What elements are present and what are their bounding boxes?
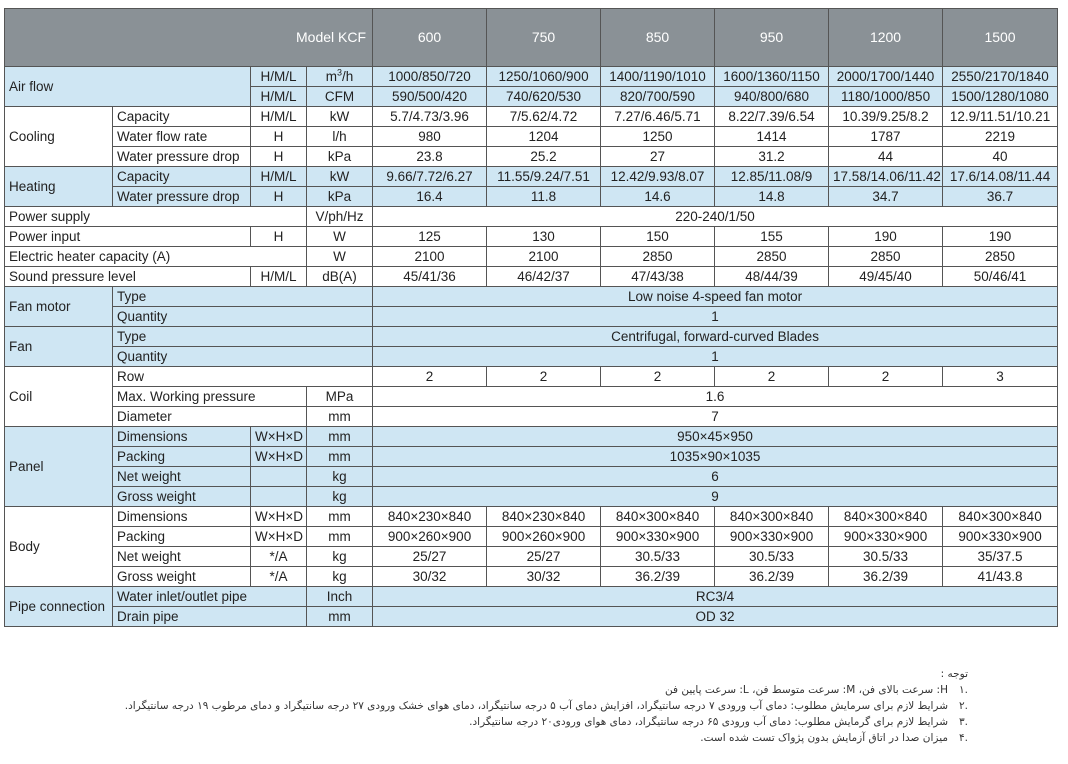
value-cell: 30/32 xyxy=(487,567,601,587)
value-cell: 1250 xyxy=(601,127,715,147)
value-cell: 17.58/14.06/11.42 xyxy=(829,167,943,187)
param-label: Packing xyxy=(113,447,251,467)
body-pack-row xyxy=(5,527,1058,547)
notes-title: توجه : xyxy=(940,668,968,680)
value-cell: 11.8 xyxy=(487,187,601,207)
heating-drop-row xyxy=(5,187,1058,207)
model-950: 950 xyxy=(715,9,829,67)
param-label: Quantity xyxy=(113,307,373,327)
value-cell: 5.7/4.73/3.96 xyxy=(373,107,487,127)
value-cell: 1 xyxy=(373,347,1058,367)
value-cell: 36.2/39 xyxy=(829,567,943,587)
unit-cell: mm xyxy=(307,427,373,447)
value-cell: 155 xyxy=(715,227,829,247)
value-cell: 1180/1000/850 xyxy=(829,87,943,107)
unit-cell: mm xyxy=(307,507,373,527)
coil-label: Coil xyxy=(5,367,113,427)
model-600: 600 xyxy=(373,9,487,67)
value-cell: 7.27/6.46/5.71 xyxy=(601,107,715,127)
speed-cell: H/M/L xyxy=(251,107,307,127)
value-cell: 17.6/14.08/11.44 xyxy=(943,167,1058,187)
value-cell: 14.6 xyxy=(601,187,715,207)
fan-motor-label: Fan motor xyxy=(5,287,113,327)
param-label: Dimensions xyxy=(113,427,251,447)
param-label: Water flow rate xyxy=(113,127,251,147)
speed-cell: */A xyxy=(251,567,307,587)
speed-cell: H xyxy=(251,187,307,207)
model-850: 850 xyxy=(601,9,715,67)
value-cell: 1400/1190/1010 xyxy=(601,67,715,87)
panel-pack-row xyxy=(5,447,1058,467)
cooling-label: Cooling xyxy=(5,107,113,167)
param-label: Water pressure drop xyxy=(113,147,251,167)
param-label: Capacity xyxy=(113,167,251,187)
airflow-row-m3h xyxy=(5,67,1058,87)
value-cell: 590/500/420 xyxy=(373,87,487,107)
value-cell: 9.66/7.72/6.27 xyxy=(373,167,487,187)
value-cell: 125 xyxy=(373,227,487,247)
cooling-flow-row xyxy=(5,127,1058,147)
value-cell: Low noise 4-speed fan motor xyxy=(373,287,1058,307)
cooling-drop-row xyxy=(5,147,1058,167)
unit-cell: kPa xyxy=(307,147,373,167)
param-label: Drain pipe xyxy=(113,607,307,627)
value-cell: 7/5.62/4.72 xyxy=(487,107,601,127)
unit-cell: kW xyxy=(307,167,373,187)
value-cell: 1600/1360/1150 xyxy=(715,67,829,87)
unit-cell: kW xyxy=(307,107,373,127)
param-label: Gross weight xyxy=(113,487,251,507)
speed-cell xyxy=(251,467,307,487)
param-label: Row xyxy=(113,367,373,387)
model-1200: 1200 xyxy=(829,9,943,67)
value-cell: 900×260×900 xyxy=(487,527,601,547)
body-label: Body xyxy=(5,507,113,587)
pipe-drain-row xyxy=(5,607,1058,627)
value-cell: 840×230×840 xyxy=(373,507,487,527)
panel-dim-row xyxy=(5,427,1058,447)
panel-net-row xyxy=(5,467,1058,487)
value-cell: 30.5/33 xyxy=(715,547,829,567)
value-cell: 36.7 xyxy=(943,187,1058,207)
value-cell: 34.7 xyxy=(829,187,943,207)
heating-label: Heating xyxy=(5,167,113,207)
value-cell: 30.5/33 xyxy=(829,547,943,567)
value-cell: 25/27 xyxy=(487,547,601,567)
value-cell: 980 xyxy=(373,127,487,147)
value-cell: 840×300×840 xyxy=(715,507,829,527)
coil-pressure-row xyxy=(5,387,1058,407)
coil-diameter-row xyxy=(5,407,1058,427)
value-cell: 8.22/7.39/6.54 xyxy=(715,107,829,127)
fan-qty-row xyxy=(5,347,1058,367)
notes xyxy=(125,666,968,746)
param-label: Type xyxy=(113,327,373,347)
unit-cell: $m^3/h$ xyxy=(307,67,373,87)
value-cell: 30/32 xyxy=(373,567,487,587)
value-cell: 31.2 xyxy=(715,147,829,167)
value-cell: 35/37.5 xyxy=(943,547,1058,567)
value-cell: 2850 xyxy=(829,247,943,267)
value-cell: RC3/4 xyxy=(373,587,1058,607)
speed-cell: W×H×D xyxy=(251,447,307,467)
unit-cell: dB(A) xyxy=(307,267,373,287)
value-cell: 1250/1060/900 xyxy=(487,67,601,87)
param-label: Type xyxy=(113,287,373,307)
value-cell: 1787 xyxy=(829,127,943,147)
value-cell: 46/42/37 xyxy=(487,267,601,287)
spec-table xyxy=(4,8,1058,627)
value-cell: 840×300×840 xyxy=(943,507,1058,527)
value-cell: 9 xyxy=(373,487,1058,507)
value-cell: 2000/1700/1440 xyxy=(829,67,943,87)
value-cell: 2 xyxy=(829,367,943,387)
param-label: Packing xyxy=(113,527,251,547)
value-cell: 25/27 xyxy=(373,547,487,567)
value-cell: 2 xyxy=(601,367,715,387)
param-label: Water inlet/outlet pipe xyxy=(113,587,307,607)
body-gross-row xyxy=(5,567,1058,587)
value-cell: 3 xyxy=(943,367,1058,387)
panel-gross-row xyxy=(5,487,1058,507)
param-label: Capacity xyxy=(113,107,251,127)
speed-cell: H/M/L xyxy=(251,87,307,107)
speed-cell: H/M/L xyxy=(251,67,307,87)
value-cell: 6 xyxy=(373,467,1058,487)
value-cell: 1000/850/720 xyxy=(373,67,487,87)
value-cell: 840×300×840 xyxy=(829,507,943,527)
value-cell: 2850 xyxy=(601,247,715,267)
unit-cell: kg xyxy=(307,567,373,587)
fan-type-row xyxy=(5,327,1058,347)
param-label: Power supply xyxy=(5,207,307,227)
value-cell: 12.42/9.93/8.07 xyxy=(601,167,715,187)
unit-cell: V/ph/Hz xyxy=(307,207,373,227)
pipe-water-row xyxy=(5,587,1058,607)
value-cell: 220-240/1/50 xyxy=(373,207,1058,227)
speed-cell: H xyxy=(251,227,307,247)
value-cell: 27 xyxy=(601,147,715,167)
value-cell: 30.5/33 xyxy=(601,547,715,567)
model-label: Model KCF xyxy=(5,9,373,67)
model-1500: 1500 xyxy=(943,9,1058,67)
value-cell: 2 xyxy=(715,367,829,387)
speed-cell: W×H×D xyxy=(251,427,307,447)
value-cell: 190 xyxy=(829,227,943,247)
value-cell: 740/620/530 xyxy=(487,87,601,107)
value-cell: 1204 xyxy=(487,127,601,147)
value-cell: 41/43.8 xyxy=(943,567,1058,587)
value-cell: 840×230×840 xyxy=(487,507,601,527)
value-cell: 940/800/680 xyxy=(715,87,829,107)
param-label: Electric heater capacity (A) xyxy=(5,247,307,267)
speed-cell xyxy=(251,487,307,507)
cooling-capacity-row xyxy=(5,107,1058,127)
value-cell: 130 xyxy=(487,227,601,247)
value-cell: 1035×90×1035 xyxy=(373,447,1058,467)
param-label: Net weight xyxy=(113,467,251,487)
param-label: Quantity xyxy=(113,347,373,367)
unit-cell: mm xyxy=(307,527,373,547)
heating-capacity-row xyxy=(5,167,1058,187)
value-cell: 12.9/11.51/10.21 xyxy=(943,107,1058,127)
value-cell: 900×330×900 xyxy=(829,527,943,547)
body-dim-row xyxy=(5,507,1058,527)
value-cell: 900×330×900 xyxy=(715,527,829,547)
model-750: 750 xyxy=(487,9,601,67)
param-label: Power input xyxy=(5,227,251,247)
unit-cell: kg xyxy=(307,467,373,487)
value-cell: 48/44/39 xyxy=(715,267,829,287)
sound-row xyxy=(5,267,1058,287)
value-cell: OD 32 xyxy=(373,607,1058,627)
value-cell: 2 xyxy=(373,367,487,387)
unit-cell: mm xyxy=(307,607,373,627)
unit-cell: kg xyxy=(307,487,373,507)
heater-row xyxy=(5,247,1058,267)
value-cell: 1.6 xyxy=(373,387,1058,407)
value-cell: 2850 xyxy=(715,247,829,267)
unit-cell: MPa xyxy=(307,387,373,407)
value-cell: 10.39/9.25/8.2 xyxy=(829,107,943,127)
value-cell: 40 xyxy=(943,147,1058,167)
unit-cell: W xyxy=(307,227,373,247)
param-label: Water pressure drop xyxy=(113,187,251,207)
speed-cell: W×H×D xyxy=(251,527,307,547)
fan-motor-qty-row xyxy=(5,307,1058,327)
param-label: Sound pressure level xyxy=(5,267,251,287)
value-cell: 840×300×840 xyxy=(601,507,715,527)
speed-cell: H xyxy=(251,127,307,147)
value-cell: 23.8 xyxy=(373,147,487,167)
speed-cell: H xyxy=(251,147,307,167)
value-cell: 2 xyxy=(487,367,601,387)
value-cell: 11.55/9.24/7.51 xyxy=(487,167,601,187)
speed-cell: W×H×D xyxy=(251,507,307,527)
power-input-row xyxy=(5,227,1058,247)
note-item: .۱H: سرعت بالای فن، M: سرعت متوسط فن، L: سرعت پایین فن xyxy=(664,684,968,696)
fan-label: Fan xyxy=(5,327,113,367)
param-label: Dimensions xyxy=(113,507,251,527)
value-cell: 900×330×900 xyxy=(601,527,715,547)
unit-cell: l/h xyxy=(307,127,373,147)
pipe-label: Pipe connection xyxy=(5,587,113,627)
value-cell: 820/700/590 xyxy=(601,87,715,107)
value-cell: 2219 xyxy=(943,127,1058,147)
value-cell: Centrifugal, forward-curved Blades xyxy=(373,327,1058,347)
value-cell: 950×45×950 xyxy=(373,427,1058,447)
unit-cell: mm xyxy=(307,447,373,467)
param-label: Gross weight xyxy=(113,567,251,587)
note-item: .۴میزان صدا در اتاق آزمایش بدون پژواک تست شده است. xyxy=(700,732,968,744)
unit-cell: Inch xyxy=(307,587,373,607)
body-net-row xyxy=(5,547,1058,567)
value-cell: 190 xyxy=(943,227,1058,247)
value-cell: 1500/1280/1080 xyxy=(943,87,1058,107)
airflow-label: Air flow xyxy=(5,67,251,107)
value-cell: 2100 xyxy=(487,247,601,267)
coil-row-row xyxy=(5,367,1058,387)
value-cell: 49/45/40 xyxy=(829,267,943,287)
value-cell: 36.2/39 xyxy=(715,567,829,587)
value-cell: 900×260×900 xyxy=(373,527,487,547)
value-cell: 150 xyxy=(601,227,715,247)
value-cell: 2850 xyxy=(943,247,1058,267)
value-cell: 12.85/11.08/9 xyxy=(715,167,829,187)
note-item: .۳شرایط لازم برای گرمایش مطلوب: دمای آب ورودی ۶۵ درجه سانتیگراد، دمای هوای ورودی۲۰ درجه سانتیگراد. xyxy=(469,716,968,728)
value-cell: 50/46/41 xyxy=(943,267,1058,287)
speed-cell: H/M/L xyxy=(251,167,307,187)
value-cell: 45/41/36 xyxy=(373,267,487,287)
unit-cell: mm xyxy=(307,407,373,427)
value-cell: 900×330×900 xyxy=(943,527,1058,547)
value-cell: 16.4 xyxy=(373,187,487,207)
value-cell: 44 xyxy=(829,147,943,167)
note-item: .۲شرایط لازم برای سرمایش مطلوب: دمای آب ورودی ۷ درجه سانتیگراد، افزایش دمای آب ۵ درجه سانتیگراد، دمای هوای خشک ورودی ۲۷ درجه سانتیگراد و دمای مرطوب ۱۹ درجه سانتیگراد. xyxy=(124,700,968,712)
value-cell: 1414 xyxy=(715,127,829,147)
fan-motor-type-row xyxy=(5,287,1058,307)
value-cell: 36.2/39 xyxy=(601,567,715,587)
power-supply-row xyxy=(5,207,1058,227)
value-cell: 2100 xyxy=(373,247,487,267)
panel-label: Panel xyxy=(5,427,113,507)
value-cell: 25.2 xyxy=(487,147,601,167)
unit-cell: kg xyxy=(307,547,373,567)
value-cell: 14.8 xyxy=(715,187,829,207)
param-label: Net weight xyxy=(113,547,251,567)
value-cell: 1 xyxy=(373,307,1058,327)
unit-cell: kPa xyxy=(307,187,373,207)
speed-cell: H/M/L xyxy=(251,267,307,287)
value-cell: 7 xyxy=(373,407,1058,427)
header-row xyxy=(5,9,1058,67)
value-cell: 2550/2170/1840 xyxy=(943,67,1058,87)
param-label: Diameter xyxy=(113,407,307,427)
value-cell: 47/43/38 xyxy=(601,267,715,287)
unit-cell: CFM xyxy=(307,87,373,107)
param-label: Max. Working pressure xyxy=(113,387,307,407)
unit-cell: W xyxy=(307,247,373,267)
speed-cell: */A xyxy=(251,547,307,567)
